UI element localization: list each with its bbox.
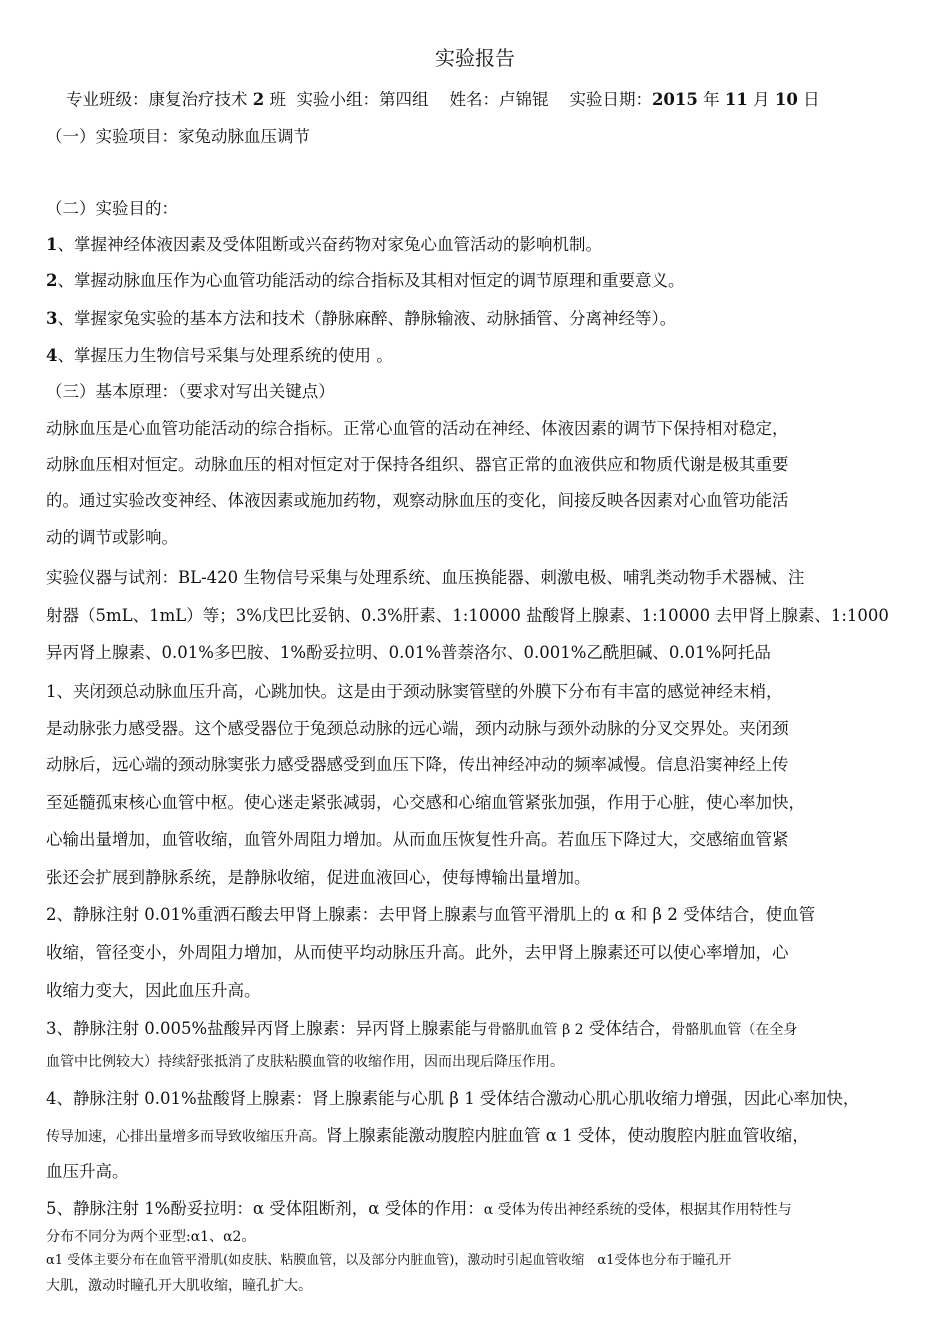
name-label: 姓名： — [449, 90, 499, 109]
item-4-text-small: 传导加速，心排出量增多而导致收缩压升高。 — [46, 1129, 326, 1145]
item-1-line: 是动脉张力感受器。这个感受器位于兔颈总动脉的远心端，颈内动脉与颈外动脉的分叉交界处。夹闭颈 — [46, 719, 789, 738]
item-2-line: 收缩，管径变小，外周阻力增加，从而使平均动脉压升高。此外，去甲肾上腺素还可以使心率增加，心 — [46, 943, 789, 962]
item-2-line: 2、静脉注射 0.01%重洒石酸去甲肾上腺素：去甲肾上腺素与血管平滑肌上的 α 和 β 2 受体结合，使血管 — [46, 905, 816, 924]
report-title: 实验报告 — [435, 46, 515, 70]
class-suffix: 班 — [269, 90, 286, 109]
item-3-text-small: 骨骼肌血管（在全身 — [671, 1022, 798, 1038]
objective-number: 3 — [46, 309, 58, 328]
date-year-unit: 年 — [703, 90, 720, 109]
major-label: 专业班级： — [66, 90, 149, 109]
item-3-text: 3、静脉注射 0.005%盐酸异丙肾上腺素：异丙肾上腺素能与 — [46, 1019, 488, 1038]
group-value: 第四组 — [378, 90, 429, 109]
item-1-line: 心输出量增加，血管收缩，血管外周阻力增加。从而血压恢复性升高。若血压下降过大，交感缩血管紧 — [46, 830, 789, 849]
class-number: 2 — [252, 90, 265, 109]
major-value: 康复治疗技术 — [148, 90, 248, 109]
objective-text: 、掌握动脉血压作为心血管功能活动的综合指标及其相对恒定的调节原理和重要意义。 — [57, 271, 685, 290]
objective-3 — [46, 308, 676, 330]
item-1-line: 1、夹闭颈总动脉血压升高，心跳加快。这是由于颈动脉窦管壁的外膜下分布有丰富的感觉神经末梢， — [46, 682, 783, 701]
section-1-heading: （一）实验项目：家兔动脉血压调节 — [46, 127, 310, 146]
item-3-text-small: 骨骼肌血管 β 2 — [487, 1022, 584, 1038]
date-day: 10 — [774, 90, 798, 109]
instruments-line: 实验仪器与试剂：BL-420 生物信号采集与处理系统、血压换能器、刺激电极、哺乳类动物手术器械、注 — [46, 568, 805, 587]
name-value: 卢锦锟 — [498, 90, 549, 109]
item-5-line-2: 分布不同分为两个亚型:α1、α2。 — [46, 1229, 256, 1245]
objective-text: 、掌握家兔实验的基本方法和技术（静脉麻醉、静脉输液、动脉插管、分离神经等）。 — [57, 309, 677, 328]
principle-line: 动脉血压是心血管功能活动的综合指标。正常心血管的活动在神经、体液因素的调节下保持相对稳定， — [46, 419, 789, 438]
item-5-line-4: 大肌，激动时瞳孔开大肌收缩，瞳孔扩大。 — [46, 1278, 312, 1294]
group-label: 实验小组： — [296, 90, 379, 109]
item-3-text: 受体结合， — [583, 1019, 672, 1038]
principle-line: 的。通过实验改变神经、体液因素或施加药物，观察动脉血压的变化，间接反映各因素对心血管功能活 — [46, 491, 789, 510]
objective-2 — [46, 270, 684, 292]
item-4-text: 肾上腺素能激动腹腔内脏血管 α 1 受体，使动腹腔内脏血管收缩， — [326, 1126, 809, 1145]
item-4-line-3: 血压升高。 — [46, 1162, 129, 1181]
item-5-text-small: α 受体为传出神经系统的受体，根据其作用特性与 — [483, 1202, 792, 1218]
item-5-text: 5、静脉注射 1%酚妥拉明：α 受体阻断剂，α 受体的作用： — [46, 1199, 484, 1218]
instruments-line: 异丙肾上腺素、0.01%多巴胺、1%酚妥拉明、0.01%普萘洛尔、0.001%乙酰胆碱、0.01%阿托品 — [46, 643, 771, 662]
objective-text: 、掌握神经体液因素及受体阻断或兴奋药物对家兔心血管活动的影响机制。 — [57, 235, 602, 254]
item-4-line-2 — [46, 1125, 809, 1148]
objective-4 — [46, 345, 393, 367]
item-3-line-1 — [46, 1018, 797, 1041]
objective-text: 、掌握压力生物信号采集与处理系统的使用 。 — [57, 346, 393, 365]
objective-1 — [46, 234, 602, 256]
item-5-line-3: α1 受体主要分布在血管平滑肌(如皮肤、粘膜血管，以及部分内脏血管)，激动时引起血管收缩 α1受体也分布于瞳孔开 — [46, 1253, 732, 1268]
principle-line: 动的调节或影响。 — [46, 528, 178, 547]
item-3-line-2: 血管中比例较大）持续舒张抵消了皮肤粘膜血管的收缩作用，因而出现后降压作用。 — [46, 1054, 564, 1070]
date-label: 实验日期： — [569, 90, 652, 109]
principle-line: 动脉血压相对恒定。动脉血压的相对恒定对于保持各组织、器官正常的血液供应和物质代谢是极其重要 — [46, 455, 789, 474]
date-day-unit: 日 — [803, 90, 820, 109]
objective-number: 4 — [46, 346, 58, 365]
instruments-line: 射器（5mL、1mL）等；3%戊巴比妥钠、0.3%肝素、1:10000 盐酸肾上腺素、1:10000 去甲肾上腺素、1:1000 — [46, 606, 889, 625]
section-2-heading: （二）实验目的： — [46, 199, 178, 218]
section-3-heading: （三）基本原理：（要求对写出关键点） — [46, 382, 335, 401]
item-5-line-1 — [46, 1198, 792, 1221]
info-line — [66, 89, 820, 111]
item-1-line: 至延髓孤束核心血管中枢。使心迷走紧张减弱，心交感和心缩血管紧张加强，作用于心脏，使心率加快， — [46, 793, 805, 812]
item-4-line-1: 4、静脉注射 0.01%盐酸肾上腺素：肾上腺素能与心肌 β 1 受体结合激动心肌心肌收缩力增强，因此心率加快， — [46, 1089, 860, 1108]
item-2-line: 收缩力变大，因此血压升高。 — [46, 981, 261, 1000]
date-year: 2015 — [651, 90, 698, 109]
date-month-unit: 月 — [753, 90, 770, 109]
item-1-line: 动脉后，远心端的颈动脉窦张力感受器感受到血压下降，传出神经冲动的频率减慢。信息沿窦神经上传 — [46, 755, 789, 774]
objective-number: 2 — [46, 271, 58, 290]
item-1-line: 张还会扩展到静脉系统，是静脉收缩，促进血液回心，使每博输出量增加。 — [46, 868, 591, 887]
date-month: 11 — [724, 90, 748, 109]
objective-number: 1 — [46, 235, 58, 254]
